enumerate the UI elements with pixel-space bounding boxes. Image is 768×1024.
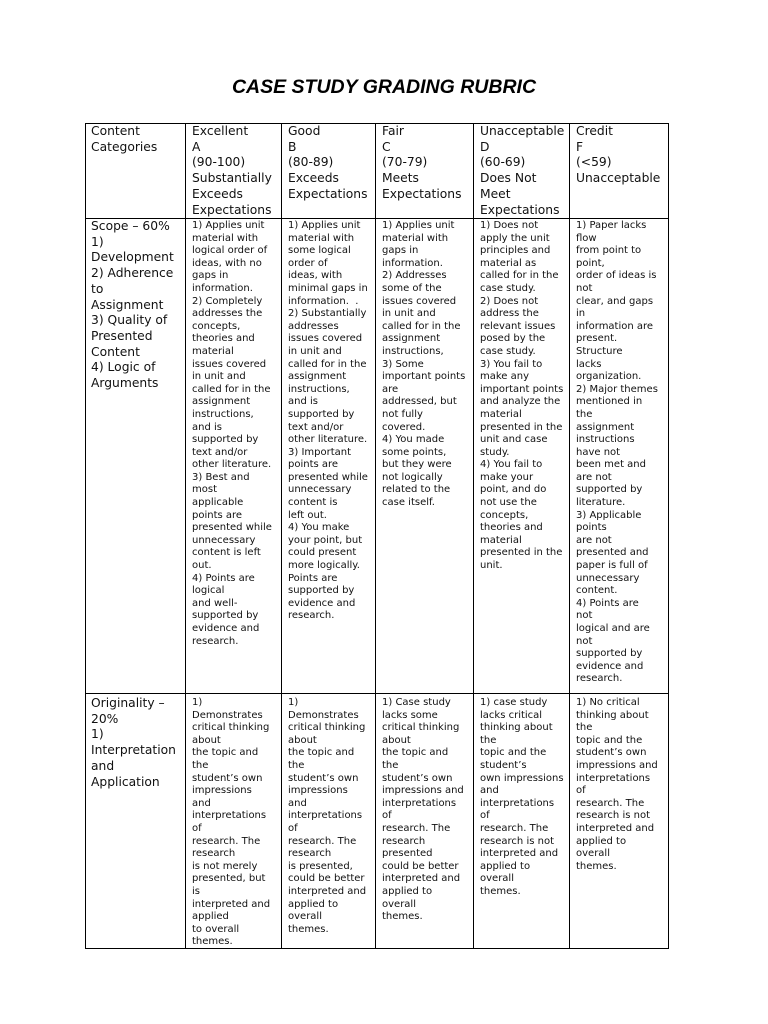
scope-good-cell: 1) Applies unit material with some logical order of ideas, with minimal gaps in information. . 2) Substantially addresses issues covered in unit and called for in the assignment instructions, and is supported by text and/or other literature. 3) Important points are presented while unnecessary content is left out. 4) You make your point, but could present more logically. Points are supported by evidence and research. — [282, 219, 376, 694]
originality-category-cell: Originality – 20% 1) Interpretation and Application — [86, 694, 186, 949]
originality-good-cell: 1) Demonstrates critical thinking about the topic and the student’s own impressions and interpretations of research. The research is presented, could be better interpreted and applied to overall themes. — [282, 694, 376, 949]
originality-fair-cell: 1) Case study lacks some critical thinking about the topic and the student’s own impressions and interpretations of research. The research presented could be better interpreted and applied to overall themes. — [376, 694, 474, 949]
header-excellent: Excellent A (90-100) Substantially Exceeds Expectations — [186, 124, 282, 219]
scope-credit-cell: 1) Paper lacks flow from point to point, order of ideas is not clear, and gaps in information are present. Structure lacks organization. 2) Major themes mentioned in the assignment instructions have not been met and are not supported by literature. 3) Applicable points are not presented and paper is full of unnecessary content. 4) Points are not logical and are not supported by evidence and research. — [570, 219, 669, 694]
header-fair: Fair C (70-79) Meets Expectations — [376, 124, 474, 219]
page-title: CASE STUDY GRADING RUBRIC — [231, 76, 537, 98]
header-good: Good B (80-89) Exceeds Expectations — [282, 124, 376, 219]
scope-unacceptable-cell: 1) Does not apply the unit principles and material as called for in the case study. 2) Does not address the relevant issues posed by the case study. 3) You fail to make any important points and analyze the material presented in the unit and case study. 4) You fail to make your point, and do not use the concepts, theories and material presented in the unit. — [474, 219, 570, 694]
header-unacceptable: Unacceptable D (60-69) Does Not Meet Expectations — [474, 124, 570, 219]
scope-category-cell: Scope – 60% 1) Development 2) Adherence to Assignment 3) Quality of Presented Content 4) Logic of Arguments — [86, 219, 186, 694]
originality-unacceptable-cell: 1) case study lacks critical thinking about the topic and the student’s own impressions and interpretations of research. The research is not interpreted and applied to overall themes. — [474, 694, 570, 949]
scope-excellent-cell: 1) Applies unit material with logical order of ideas, with no gaps in information. 2) Completely addresses the concepts, theories and material issues covered in unit and called for in the assignment instructions, and is supported by text and/or other literature. 3) Best and most applicable points are presented while unnecessary content is left out. 4) Points are logical and well- supported by evidence and research. — [186, 219, 282, 694]
header-content-categories: Content Categories — [86, 124, 186, 219]
rubric-table — [85, 123, 669, 949]
originality-credit-cell: 1) No critical thinking about the topic and the student’s own impressions and interpretations of research. The research is not interpreted and applied to overall themes. — [570, 694, 669, 949]
scope-fair-cell: 1) Applies unit material with gaps in information. 2) Addresses some of the issues covered in unit and called for in the assignment instructions, 3) Some important points are addressed, but not fully covered. 4) You made some points, but they were not logically related to the case itself. — [376, 219, 474, 694]
originality-excellent-cell: 1) Demonstrates critical thinking about the topic and the student’s own impressions and interpretations of research. The research is not merely presented, but is interpreted and applied to overall themes. — [186, 694, 282, 949]
header-credit: Credit F (<59) Unacceptable — [570, 124, 669, 219]
